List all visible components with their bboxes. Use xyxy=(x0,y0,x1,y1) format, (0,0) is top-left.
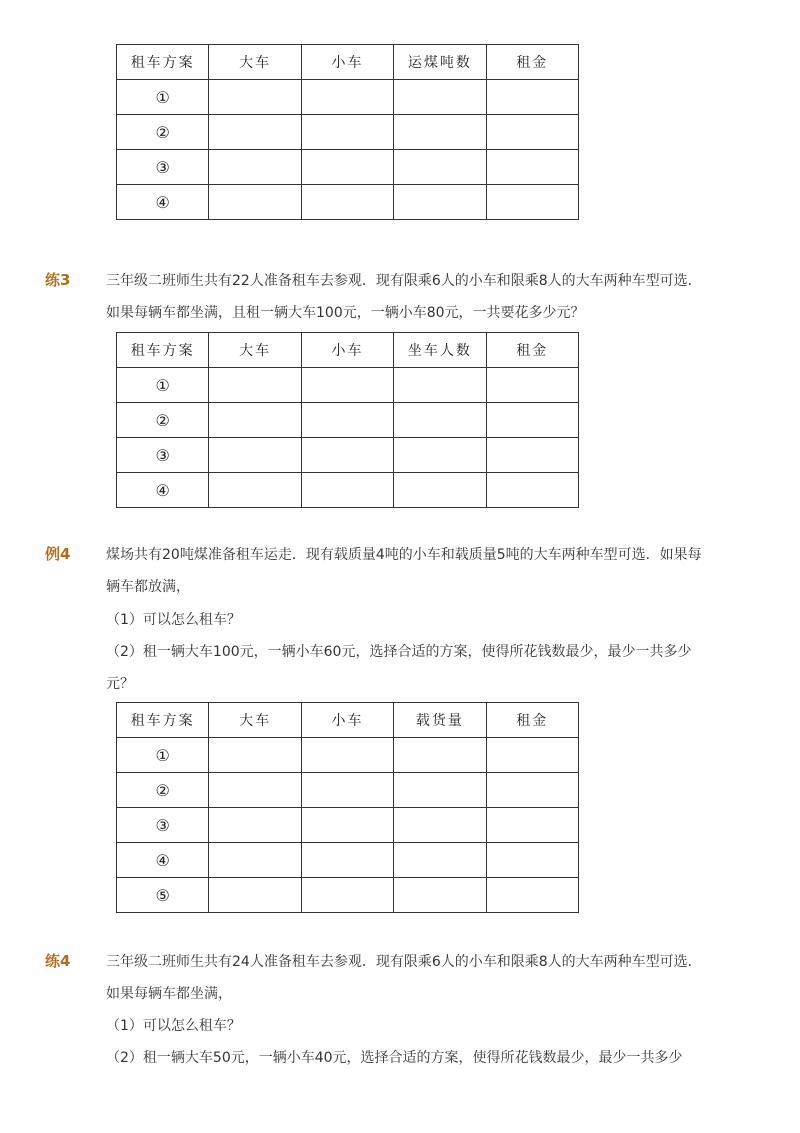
table-cell xyxy=(486,808,578,843)
header-cell: 运煤吨数 xyxy=(394,45,486,80)
table-row xyxy=(117,115,579,150)
header-cell: 租金 xyxy=(486,703,578,738)
table-row xyxy=(117,738,579,773)
table-cell xyxy=(394,150,486,185)
header-cell: 大车 xyxy=(209,703,301,738)
plan-number: ④ xyxy=(117,473,209,508)
table-cell xyxy=(486,773,578,808)
table-cell xyxy=(209,438,301,473)
header-cell: 大车 xyxy=(209,333,301,368)
problem-text-line: 三年级二班师生共有22人准备租车去参观．现有限乘6人的小车和限乘8人的大车两种车型可选． xyxy=(106,273,702,289)
table-cell xyxy=(486,438,578,473)
table-cell xyxy=(394,773,486,808)
table-cell xyxy=(209,473,301,508)
table-cell xyxy=(301,115,393,150)
table-cell xyxy=(394,368,486,403)
header-cell: 租车方案 xyxy=(117,703,209,738)
problem-text-line: 如果每辆车都坐满，且租一辆大车100元，一辆小车80元，一共要花多少元？ xyxy=(106,305,585,321)
plan-number: ① xyxy=(117,80,209,115)
header-cell: 租车方案 xyxy=(117,333,209,368)
table-cell xyxy=(301,150,393,185)
problem-text-line: （1）可以怎么租车？ xyxy=(106,1018,241,1034)
problem-text-line: （2）租一辆大车100元，一辆小车60元，选择合适的方案，使得所花钱数最少，最少一共多少 xyxy=(106,644,692,660)
plan-number: ② xyxy=(117,403,209,438)
rental-table-coal-1 xyxy=(116,44,579,220)
problem-text-line: （1）可以怎么租车？ xyxy=(106,612,241,628)
table-cell xyxy=(486,878,578,913)
header-cell: 小车 xyxy=(301,703,393,738)
table-cell xyxy=(301,878,393,913)
header-cell: 载货量 xyxy=(394,703,486,738)
table-cell xyxy=(486,368,578,403)
plan-number: ④ xyxy=(117,843,209,878)
table-cell xyxy=(394,438,486,473)
table-row xyxy=(117,185,579,220)
table-row xyxy=(117,843,579,878)
table-cell xyxy=(301,403,393,438)
header-cell: 大车 xyxy=(209,45,301,80)
table-cell xyxy=(209,403,301,438)
table-cell xyxy=(209,843,301,878)
exercise-label-lian4: 练4 xyxy=(45,952,71,970)
rental-table-people-1 xyxy=(116,332,579,508)
header-cell: 租车方案 xyxy=(117,45,209,80)
table-cell xyxy=(394,808,486,843)
table-cell xyxy=(486,473,578,508)
plan-number: ④ xyxy=(117,185,209,220)
table-cell xyxy=(209,808,301,843)
problem-text-line: 三年级二班师生共有24人准备租车去参观．现有限乘6人的小车和限乘8人的大车两种车型可选． xyxy=(106,954,702,970)
example-label-li4: 例4 xyxy=(45,545,71,563)
table-cell xyxy=(209,80,301,115)
table-row xyxy=(117,80,579,115)
table-cell xyxy=(209,773,301,808)
table-cell xyxy=(209,878,301,913)
plan-number: ① xyxy=(117,738,209,773)
header-cell: 租金 xyxy=(486,45,578,80)
table-cell xyxy=(394,403,486,438)
table-cell xyxy=(486,403,578,438)
table-row xyxy=(117,473,579,508)
table-cell xyxy=(394,473,486,508)
table-cell xyxy=(394,115,486,150)
table-row xyxy=(117,878,579,913)
table-cell xyxy=(394,185,486,220)
problem-text-line: （2）租一辆大车50元，一辆小车40元，选择合适的方案，使得所花钱数最少，最少一共多少 xyxy=(106,1050,683,1066)
header-cell: 小车 xyxy=(301,45,393,80)
plan-number: ② xyxy=(117,115,209,150)
table-cell xyxy=(301,738,393,773)
table-cell xyxy=(301,473,393,508)
rental-table-coal-2 xyxy=(116,702,579,913)
table-row xyxy=(117,773,579,808)
table-cell xyxy=(301,808,393,843)
table-cell xyxy=(301,368,393,403)
table-cell xyxy=(209,150,301,185)
table-cell xyxy=(394,843,486,878)
table-row xyxy=(117,403,579,438)
table-cell xyxy=(394,738,486,773)
plan-number: ③ xyxy=(117,150,209,185)
table-cell xyxy=(486,738,578,773)
table-row xyxy=(117,438,579,473)
plan-number: ② xyxy=(117,773,209,808)
plan-number: ③ xyxy=(117,808,209,843)
problem-text-line: 煤场共有20吨煤准备租车运走．现有载质量4吨的小车和载质量5吨的大车两种车型可选．如果每 xyxy=(106,547,702,563)
table-cell xyxy=(486,150,578,185)
header-cell: 坐车人数 xyxy=(394,333,486,368)
plan-number: ① xyxy=(117,368,209,403)
problem-text-line: 元？ xyxy=(106,676,134,692)
table-cell xyxy=(301,438,393,473)
table-cell xyxy=(209,738,301,773)
plan-number: ③ xyxy=(117,438,209,473)
table-header-row xyxy=(117,45,579,80)
header-cell: 小车 xyxy=(301,333,393,368)
table-cell xyxy=(209,115,301,150)
exercise-label-lian3: 练3 xyxy=(45,271,71,289)
table-row xyxy=(117,150,579,185)
table-cell xyxy=(394,878,486,913)
problem-text-line: 辆车都放满， xyxy=(106,579,190,595)
table-row xyxy=(117,808,579,843)
table-cell xyxy=(486,185,578,220)
problem-text-line: 如果每辆车都坐满， xyxy=(106,986,232,1002)
table-cell xyxy=(301,185,393,220)
table-cell xyxy=(301,80,393,115)
table-cell xyxy=(209,368,301,403)
table-cell xyxy=(486,843,578,878)
table-header-row xyxy=(117,703,579,738)
table-cell xyxy=(301,773,393,808)
table-cell xyxy=(486,115,578,150)
plan-number: ⑤ xyxy=(117,878,209,913)
table-cell xyxy=(301,843,393,878)
table-cell xyxy=(209,185,301,220)
header-cell: 租金 xyxy=(486,333,578,368)
table-cell xyxy=(394,80,486,115)
table-cell xyxy=(486,80,578,115)
table-row xyxy=(117,368,579,403)
table-header-row xyxy=(117,333,579,368)
